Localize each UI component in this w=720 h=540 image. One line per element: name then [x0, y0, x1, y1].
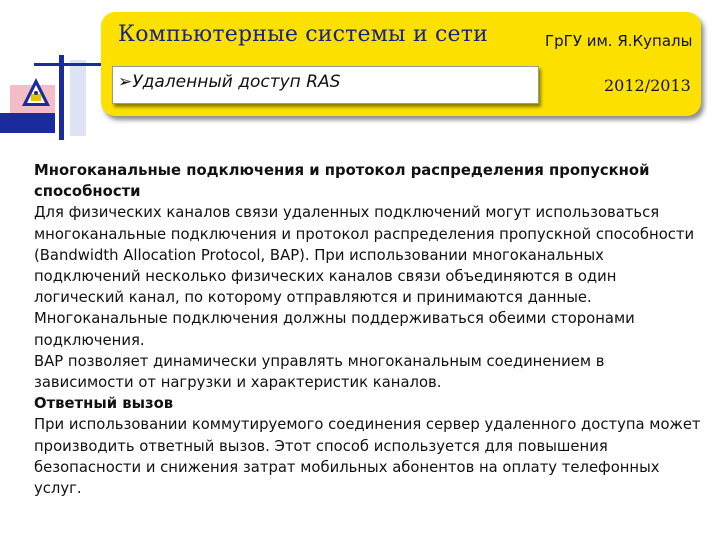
topic-heading — [118, 72, 340, 92]
university-logo-icon — [20, 76, 52, 110]
topic-text: Удаленный доступ RAS — [132, 72, 341, 92]
decor-vertical-line — [59, 55, 64, 140]
arrow-bullet-icon: ➢ — [118, 72, 133, 92]
decor-navy-block — [0, 113, 55, 133]
slide-content — [34, 160, 704, 499]
paragraph-callback: При использовании коммутируемого соединения сервер удаленного доступа может производить ответный вызов. Этот способ используется для повышения безопасности и снижения затрат мобильных абонентов на оплату телефонных услуг. — [34, 416, 701, 498]
heading-multilink: Многоканальные подключения и протокол распределения пропускной способности — [34, 162, 650, 201]
paragraph-multilink: Для физических каналов связи удаленных подключений могут использоваться многоканальные подключения и протокол распределения пропускной способности (Bandwidth Allocation Protocol, BAP). При использовании многоканальных подключений несколько физических каналов связи объединяются в один логический канал, по которому отправляются и принимаются данные. Многоканальные подключения должны поддерживаться обеими сторонами подключения. — [34, 204, 695, 349]
decor-light-bar — [70, 60, 86, 136]
university-name: ГрГУ им. Я.Купалы — [545, 32, 693, 50]
academic-year: 2012/2013 — [604, 76, 691, 95]
paragraph-bap: BAP позволяет динамически управлять многоканальным соединением в зависимости от нагрузки и характеристик каналов. — [34, 352, 605, 392]
course-title: Компьютерные системы и сети — [118, 22, 488, 47]
heading-callback: Ответный вызов — [34, 395, 174, 413]
decor-horizontal-line — [34, 63, 104, 66]
